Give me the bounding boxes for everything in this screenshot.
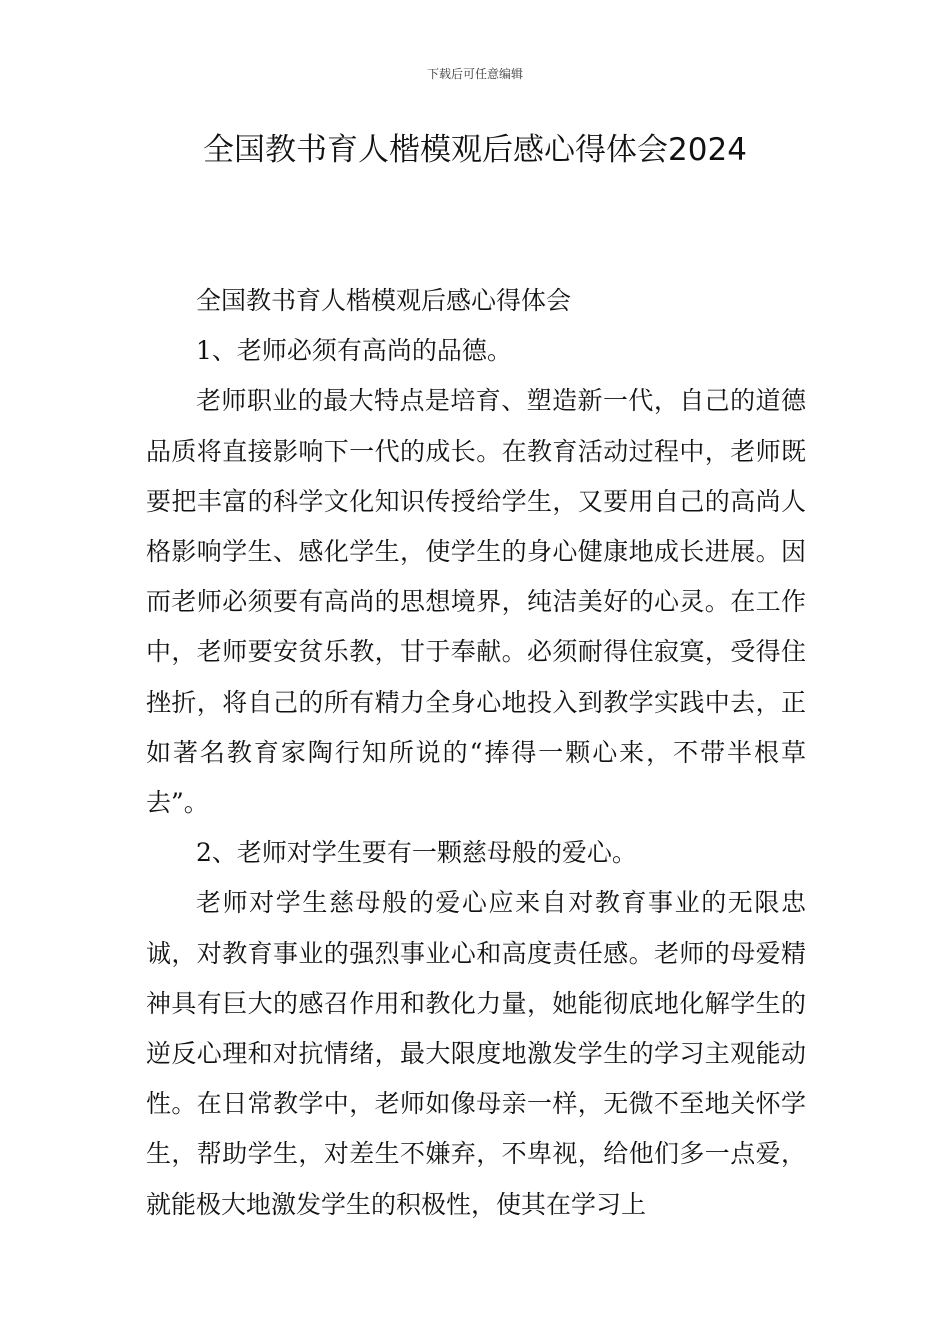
header-note: 下载后可任意编辑: [426, 67, 523, 81]
document-body: [146, 276, 806, 1230]
section-heading-1: 1、老师必须有高尚的品德。: [196, 336, 512, 366]
section-heading-2: 2、老师对学生要有一颗慈母般的爱心。: [196, 838, 637, 868]
body-paragraph: 老师对学生慈母般的爱心应来自对教育事业的无限忠诚，对教育事业的强烈事业心和高度责任感。老师的母爱精神具有巨大的感召作用和教化力量，她能彻底地化解学生的逆反心理和对抗情绪，最大限度地激发学生的学习主观能动性。在日常教学中，老师如像母亲一样，无微不至地关怀学生，帮助学生，对差生不嫌弃，不卑视，给他们多一点爱，就能极大地激发学生的积极性，使其在学习上: [146, 888, 806, 1219]
body-paragraph: 老师职业的最大特点是培育、塑造新一代，自己的道德品质将直接影响下一代的成长。在教育活动过程中，老师既要把丰富的科学文化知识传授给学生，又要用自己的高尚人格影响学生、感化学生，使学生的身心健康地成长进展。因而老师必须要有高尚的思想境界，纯洁美好的心灵。在工作中，老师要安贫乐教，甘于奉献。必须耐得住寂寞，受得住挫折，将自己的所有精力全身心地投入到教学实践中去，正如著名教育家陶行知所说的“捧得一颗心来，不带半根草去”。: [146, 386, 806, 818]
document-title: 全国教书育人楷模观后感心得体会2024: [203, 132, 747, 168]
subtitle-paragraph: 全国教书育人楷模观后感心得体会: [196, 286, 572, 315]
